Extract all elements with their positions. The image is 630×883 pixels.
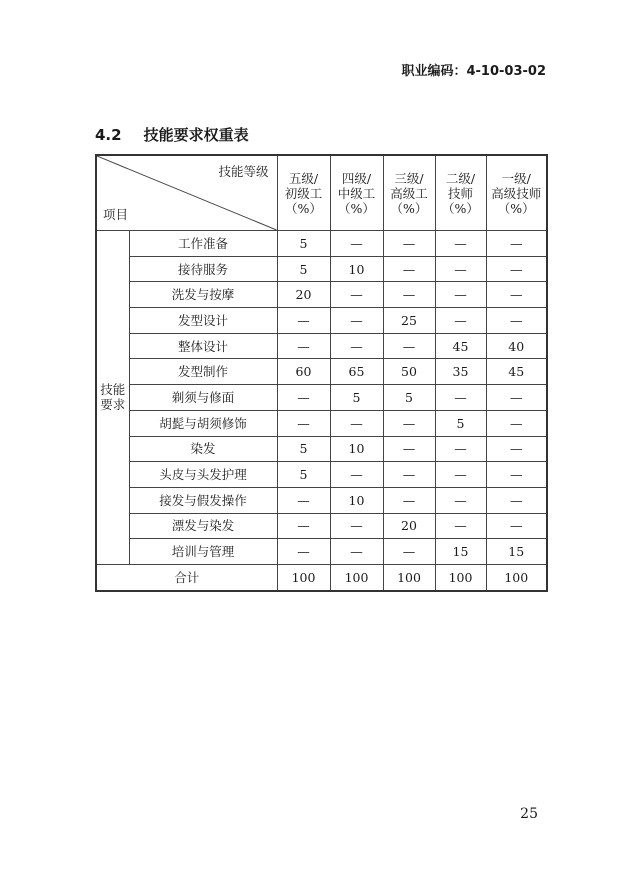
weight-value: —	[383, 256, 435, 282]
weight-value: —	[435, 436, 486, 462]
table-row	[96, 436, 547, 462]
weight-value: —	[330, 513, 383, 539]
weight-value: —	[383, 539, 435, 565]
weight-value: —	[486, 513, 547, 539]
weight-value: —	[486, 256, 547, 282]
weight-value: —	[277, 487, 330, 513]
table-row	[96, 410, 547, 436]
corner-header-cell	[96, 155, 277, 231]
item-name: 发型制作	[129, 359, 277, 385]
weight-value: 65	[330, 359, 383, 385]
weight-value: 60	[277, 359, 330, 385]
table-row	[96, 282, 547, 308]
weight-value: —	[277, 333, 330, 359]
total-label: 合计	[96, 564, 277, 590]
weight-value: —	[435, 282, 486, 308]
weight-value: —	[486, 436, 547, 462]
table-row	[96, 333, 547, 359]
weight-value: —	[277, 308, 330, 334]
weight-value: —	[330, 231, 383, 257]
item-name: 接待服务	[129, 256, 277, 282]
table-row	[96, 385, 547, 411]
weight-value: 10	[330, 256, 383, 282]
weight-value: —	[383, 333, 435, 359]
weight-value: 5	[277, 231, 330, 257]
weight-value: —	[486, 462, 547, 488]
weight-value: —	[330, 462, 383, 488]
weight-value: 45	[435, 333, 486, 359]
table-row	[96, 539, 547, 565]
weight-value: —	[435, 385, 486, 411]
skill-level-label: 技能等级	[218, 164, 269, 179]
category-cell: 技能 要求	[96, 231, 129, 565]
weight-value: —	[486, 410, 547, 436]
table-row	[96, 256, 547, 282]
weight-value: —	[383, 487, 435, 513]
item-name: 洗发与按摩	[129, 282, 277, 308]
item-name: 接发与假发操作	[129, 487, 277, 513]
page-number: 25	[520, 806, 538, 822]
weight-value: 10	[330, 436, 383, 462]
section-number: 4.2	[95, 126, 122, 144]
total-value: 100	[383, 564, 435, 590]
weight-value: —	[383, 462, 435, 488]
table-row	[96, 462, 547, 488]
weight-value: —	[277, 385, 330, 411]
item-label: 项目	[103, 207, 129, 222]
table-row	[96, 487, 547, 513]
weight-value: —	[435, 256, 486, 282]
total-value: 100	[486, 564, 547, 590]
weight-value: —	[277, 513, 330, 539]
level-header-3: 二级/ 技师 （%）	[435, 155, 486, 231]
weight-value: —	[435, 462, 486, 488]
section-title: 技能要求权重表	[143, 126, 249, 144]
section-heading	[95, 124, 249, 145]
weight-value: —	[383, 436, 435, 462]
item-name: 染发	[129, 436, 277, 462]
item-name: 胡髭与胡须修饰	[129, 410, 277, 436]
skill-weight-table	[95, 154, 548, 592]
weight-value: —	[486, 385, 547, 411]
item-name: 剃须与修面	[129, 385, 277, 411]
weight-value: —	[435, 513, 486, 539]
weight-value: —	[383, 410, 435, 436]
weight-value: —	[330, 539, 383, 565]
weight-value: —	[486, 231, 547, 257]
item-name: 漂发与染发	[129, 513, 277, 539]
weight-value: —	[330, 308, 383, 334]
level-header-1: 四级/ 中级工 （%）	[330, 155, 383, 231]
weight-value: —	[330, 282, 383, 308]
item-name: 培训与管理	[129, 539, 277, 565]
weight-value: 5	[277, 256, 330, 282]
item-name: 工作准备	[129, 231, 277, 257]
item-name: 发型设计	[129, 308, 277, 334]
total-row	[96, 564, 547, 590]
weight-value: 20	[383, 513, 435, 539]
weight-value: 25	[383, 308, 435, 334]
weight-value: 5	[277, 462, 330, 488]
level-header-4: 一级/ 高级技师 （%）	[486, 155, 547, 231]
weight-value: 45	[486, 359, 547, 385]
weight-value: —	[486, 282, 547, 308]
weight-value: 20	[277, 282, 330, 308]
table-row	[96, 513, 547, 539]
weight-value: —	[435, 231, 486, 257]
weight-value: —	[435, 308, 486, 334]
weight-value: —	[330, 410, 383, 436]
weight-value: —	[435, 487, 486, 513]
total-value: 100	[277, 564, 330, 590]
weight-value: 35	[435, 359, 486, 385]
occupation-code: 职业编码：4-10-03-02	[401, 64, 546, 79]
table-header-row	[96, 155, 547, 231]
weight-value: —	[277, 410, 330, 436]
weight-value: 10	[330, 487, 383, 513]
weight-value: 5	[383, 385, 435, 411]
level-header-0: 五级/ 初级工 （%）	[277, 155, 330, 231]
weight-value: —	[383, 231, 435, 257]
item-name: 整体设计	[129, 333, 277, 359]
weight-value: 5	[277, 436, 330, 462]
total-value: 100	[330, 564, 383, 590]
total-value: 100	[435, 564, 486, 590]
item-name: 头皮与头发护理	[129, 462, 277, 488]
weight-value: —	[383, 282, 435, 308]
weight-value: —	[486, 487, 547, 513]
weight-value: —	[486, 308, 547, 334]
weight-value: 15	[486, 539, 547, 565]
table-row	[96, 231, 547, 257]
weight-value: 50	[383, 359, 435, 385]
weight-value: 15	[435, 539, 486, 565]
table-row	[96, 308, 547, 334]
weight-value: 40	[486, 333, 547, 359]
weight-value: 5	[435, 410, 486, 436]
table-row	[96, 359, 547, 385]
weight-value: —	[277, 539, 330, 565]
level-header-2: 三级/ 高级工 （%）	[383, 155, 435, 231]
weight-value: 5	[330, 385, 383, 411]
weight-value: —	[330, 333, 383, 359]
